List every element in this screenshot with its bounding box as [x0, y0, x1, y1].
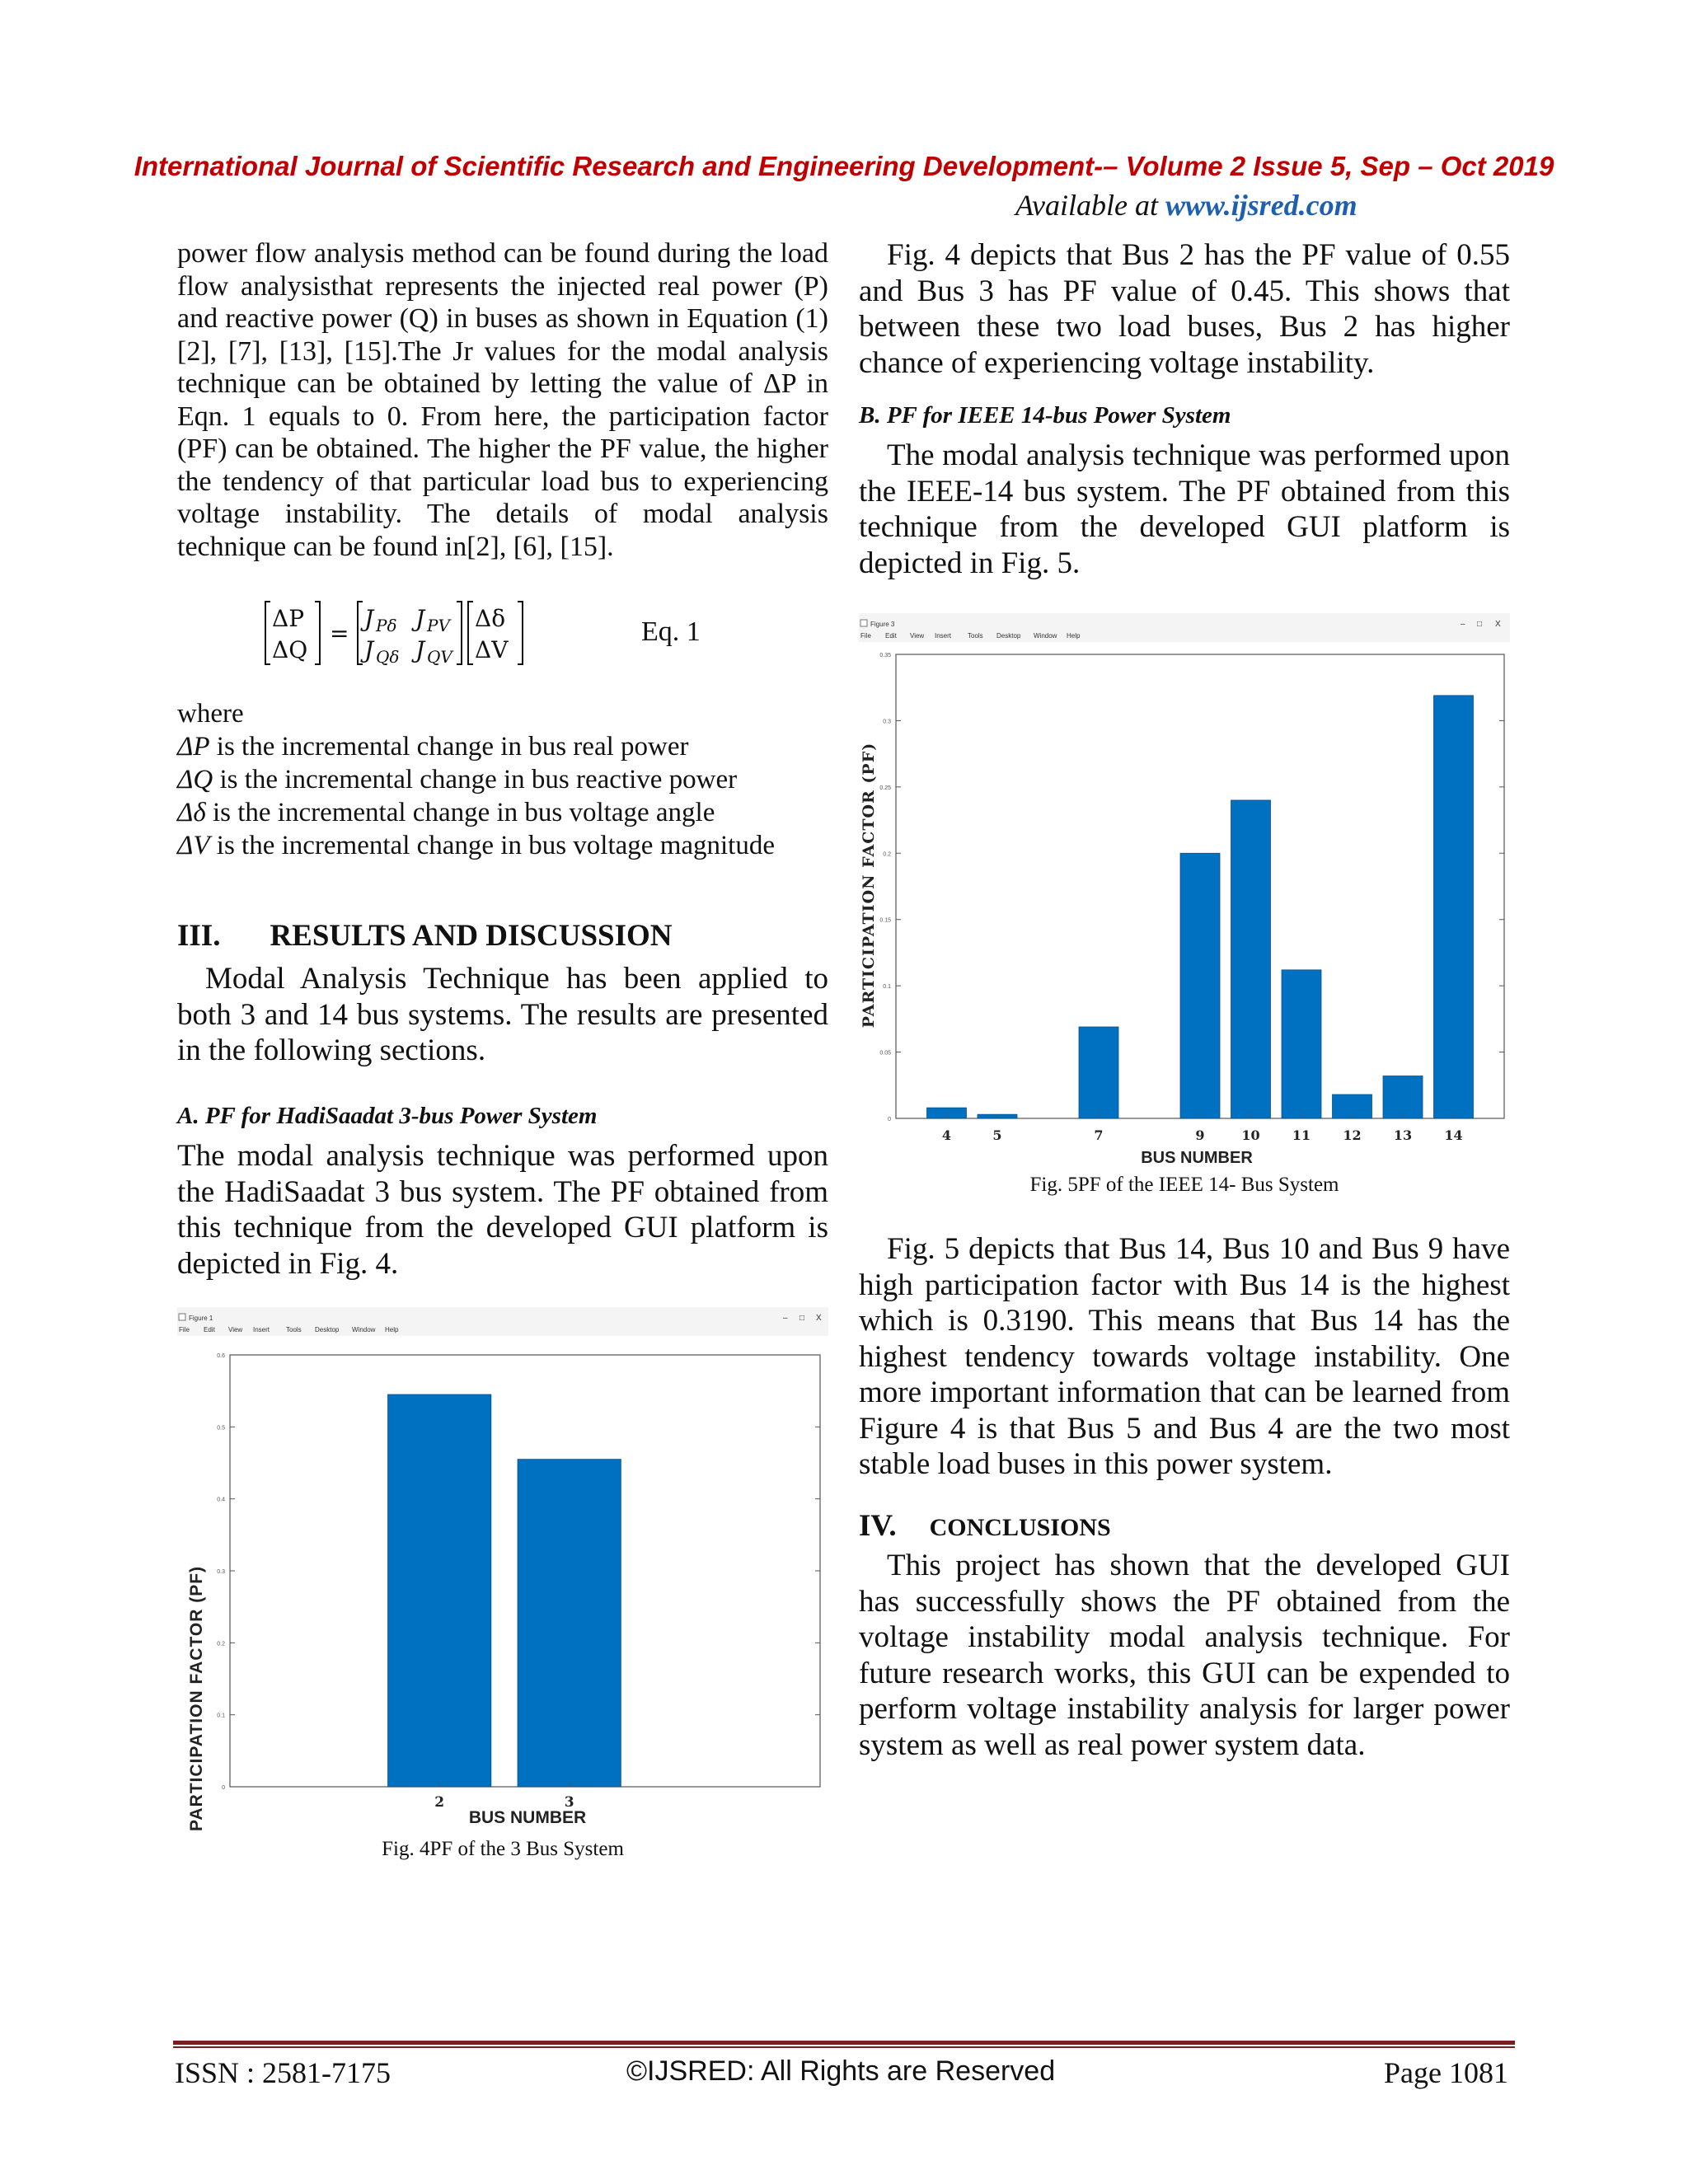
x-tick-label: 14	[1444, 1127, 1463, 1143]
section-4-heading	[859, 1508, 1111, 1544]
subsection-a-text: The modal analysis technique was performed upon the HadiSaadat 3 bus system. The PF obtained from this technique from the developed GUI platform is depicted in Fig. 4.	[177, 1139, 828, 1281]
def-text: is the incremental change in bus voltage magnitude	[216, 831, 775, 860]
y-tick-label: 0.1	[217, 1713, 225, 1719]
footer-page: Page 1081	[1384, 2056, 1508, 2089]
menu-item-view[interactable]: View	[910, 632, 925, 640]
y-tick-label: 0.25	[879, 785, 891, 791]
footer-issn: ISSN : 2581-7175	[175, 2056, 392, 2089]
y-tick-label: 0.3	[217, 1569, 225, 1575]
maximize-icon[interactable]: □	[1477, 620, 1483, 629]
minimize-icon[interactable]: –	[1461, 620, 1465, 629]
x-axis-label: BUS NUMBER	[1141, 1149, 1253, 1167]
definition-line	[177, 730, 828, 763]
y-tick-label: 0.2	[217, 1641, 225, 1647]
y-tick-label: 0	[888, 1117, 891, 1122]
svg-text:ΔP: ΔP	[272, 605, 305, 632]
close-icon[interactable]: X	[1495, 620, 1501, 629]
menu-item-desktop[interactable]: Desktop	[315, 1326, 340, 1333]
menu-item-tools[interactable]: Tools	[968, 632, 983, 640]
section-number: III.	[177, 919, 221, 953]
window-title: Figure 3	[870, 621, 895, 628]
bar-bus-10	[1231, 800, 1271, 1118]
menu-bar	[860, 632, 1081, 640]
definition-line	[177, 796, 828, 829]
svg-text:J: J	[415, 636, 425, 663]
svg-text:J: J	[364, 636, 374, 663]
subsection-b-heading: B. PF for IEEE 14-bus Power System	[859, 402, 1231, 429]
svg-text:=: =	[330, 620, 349, 647]
menu-item-help[interactable]: Help	[385, 1326, 399, 1333]
menu-bar	[179, 1326, 399, 1333]
section-number: IV.	[859, 1509, 897, 1543]
svg-text:ΔQ: ΔQ	[272, 636, 308, 663]
footer-rule	[173, 2041, 1515, 2045]
menu-item-insert[interactable]: Insert	[935, 632, 952, 640]
journal-header: International Journal of Scientific Research and Engineering Development-– Volume 2 Issue 5, Sep – Oct 2019	[134, 151, 1554, 181]
minimize-icon[interactable]: –	[783, 1314, 788, 1323]
available-prefix: Available at	[1015, 189, 1165, 222]
menu-item-file[interactable]: File	[179, 1326, 190, 1333]
def-symbol: Δδ	[177, 798, 206, 827]
window-icon	[860, 620, 867, 626]
menu-item-window[interactable]: Window	[1034, 632, 1057, 640]
menu-item-desktop[interactable]: Desktop	[996, 632, 1021, 640]
def-text: is the incremental change in bus real power	[216, 732, 689, 762]
x-tick-label: 11	[1292, 1127, 1311, 1143]
window-icon	[179, 1314, 185, 1320]
definition-line	[177, 829, 828, 862]
footer-rights: ©IJSRED: All Rights are Reserved	[626, 2055, 1056, 2087]
y-tick-label: 0.15	[879, 917, 891, 924]
menu-item-edit[interactable]: Edit	[885, 632, 897, 640]
definitions-block	[177, 697, 828, 862]
figure-4-window	[177, 1307, 828, 1835]
y-tick-label: 0.5	[217, 1425, 225, 1432]
menu-item-tools[interactable]: Tools	[286, 1326, 302, 1333]
section-4-text: This project has shown that the developed GUI has successfully shows the PF obtained from the voltage instability modal analysis technique. For future research works, this GUI can be expended to perform voltage instability analysis for larger power system as well as real power system data.	[859, 1549, 1510, 1762]
x-tick-label: 2	[434, 1794, 445, 1811]
bar-bus-7	[1079, 1027, 1118, 1118]
where-label: where	[177, 699, 244, 729]
y-tick-label: 0.3	[883, 719, 891, 725]
definition-line	[177, 763, 828, 796]
figure-4-caption: Fig. 4PF of the 3 Bus System	[382, 1838, 624, 1860]
equation-label: Eq. 1	[641, 616, 701, 647]
svg-text:QV: QV	[427, 647, 452, 666]
available-line	[1015, 188, 1357, 223]
def-text: is the incremental change in bus reactive power	[219, 765, 738, 794]
def-text: is the incremental change in bus voltage angle	[212, 798, 715, 827]
y-tick-label: 0.4	[217, 1497, 225, 1503]
x-tick-label: 9	[1195, 1127, 1205, 1143]
x-tick-label: 10	[1241, 1127, 1260, 1143]
y-tick-label: 0.1	[883, 984, 891, 991]
bar-bus-2	[388, 1394, 491, 1787]
journal-url[interactable]: www.ijsred.com	[1165, 189, 1357, 222]
x-tick-label: 5	[992, 1127, 1002, 1143]
bar-bus-3	[518, 1460, 621, 1787]
figure-5-caption: Fig. 5PF of the IEEE 14- Bus System	[1029, 1174, 1339, 1196]
close-icon[interactable]: X	[816, 1314, 822, 1323]
menu-item-file[interactable]: File	[860, 632, 871, 640]
subsection-b-text: The modal analysis technique was performed upon the IEEE-14 bus system. The PF obtained from this technique from the developed GUI platform is depicted in Fig. 5.	[859, 438, 1510, 580]
bar-bus-9	[1180, 853, 1220, 1118]
y-axis-label: PARTICIPATION FACTOR (PF)	[860, 742, 878, 1029]
svg-text:J: J	[364, 605, 374, 632]
menu-item-view[interactable]: View	[228, 1326, 243, 1333]
x-tick-label: 4	[941, 1127, 952, 1143]
svg-text:Qδ: Qδ	[376, 647, 400, 666]
menu-item-window[interactable]: Window	[352, 1326, 376, 1333]
bar-bus-11	[1282, 970, 1321, 1118]
def-symbol: ΔP	[177, 732, 210, 762]
def-symbol: ΔV	[177, 831, 210, 860]
fig4-discussion: Fig. 4 depicts that Bus 2 has the PF value of 0.55 and Bus 3 has PF value of 0.45. This shows that between these two load buses, Bus 2 has higher chance of experiencing voltage instability.	[859, 238, 1510, 380]
svg-text:PV: PV	[427, 616, 450, 635]
bar-bus-14	[1434, 696, 1474, 1118]
section-title: RESULTS AND DISCUSSION	[270, 919, 673, 953]
x-axis-label: BUS NUMBER	[468, 1808, 587, 1827]
svg-text:J: J	[415, 605, 425, 632]
svg-text:ΔV: ΔV	[475, 636, 509, 663]
section-3-text: Modal Analysis Technique has been applied to both 3 and 14 bus systems. The results are presented in the following sections.	[177, 962, 828, 1067]
x-tick-label: 3	[564, 1794, 574, 1811]
subsection-a-heading: A. PF for HadiSaadat 3-bus Power System	[177, 1103, 598, 1129]
x-tick-label: 12	[1343, 1127, 1362, 1143]
y-tick-label: 0.05	[879, 1050, 891, 1057]
menu-item-edit[interactable]: Edit	[204, 1326, 215, 1333]
menu-item-insert[interactable]: Insert	[253, 1326, 270, 1333]
figure-4-chart	[177, 1307, 828, 1835]
fig5-discussion: Fig. 5 depicts that Bus 14, Bus 10 and Bus 9 have high participation factor with Bus 14 is the highest which is 0.3190. This means that Bus 14 has the highest tendency towards voltage instability. One more important information that can be learned from Figure 4 is that Bus 5 and Bus 4 are the two most stable load buses in this power system.	[859, 1232, 1510, 1481]
y-tick-label: 0.35	[879, 653, 891, 658]
figure-5-chart	[859, 613, 1510, 1172]
def-symbol: ΔQ	[177, 765, 213, 794]
y-tick-label: 0.6	[217, 1353, 225, 1359]
section-title: CONCLUSIONS	[929, 1514, 1111, 1541]
y-tick-label: 0.2	[883, 851, 891, 858]
maximize-icon[interactable]: □	[799, 1314, 805, 1323]
svg-text:Δδ: Δδ	[475, 605, 506, 632]
x-tick-label: 13	[1393, 1127, 1413, 1143]
svg-text:Pδ: Pδ	[376, 616, 397, 635]
menu-item-help[interactable]: Help	[1067, 632, 1081, 640]
footer-rule	[173, 2046, 1515, 2048]
bar-bus-13	[1383, 1076, 1423, 1118]
window-title: Figure 1	[189, 1315, 213, 1322]
x-tick-label: 7	[1094, 1127, 1104, 1143]
figure-5-window	[859, 613, 1510, 1172]
intro-paragraph: power flow analysis method can be found during the load flow analysisthat represents the injected real power (P) and reactive power (Q) in buses as shown in Equation (1)[2], [7], [13], [15].The Jr values for the modal analysis technique can be obtained by letting the value of ΔP in Eqn. 1 equals to 0. From here, the participation factor (PF) can be obtained. The higher the PF value, the higher the tendency of that particular load bus to experiencing voltage instability. The details of modal analysis technique can be found in[2], [6], [15].	[177, 238, 828, 562]
section-3-heading	[177, 918, 673, 954]
y-tick-label: 0	[222, 1785, 225, 1791]
y-axis-label: PARTICIPATION FACTOR (PF)	[187, 1565, 206, 1832]
